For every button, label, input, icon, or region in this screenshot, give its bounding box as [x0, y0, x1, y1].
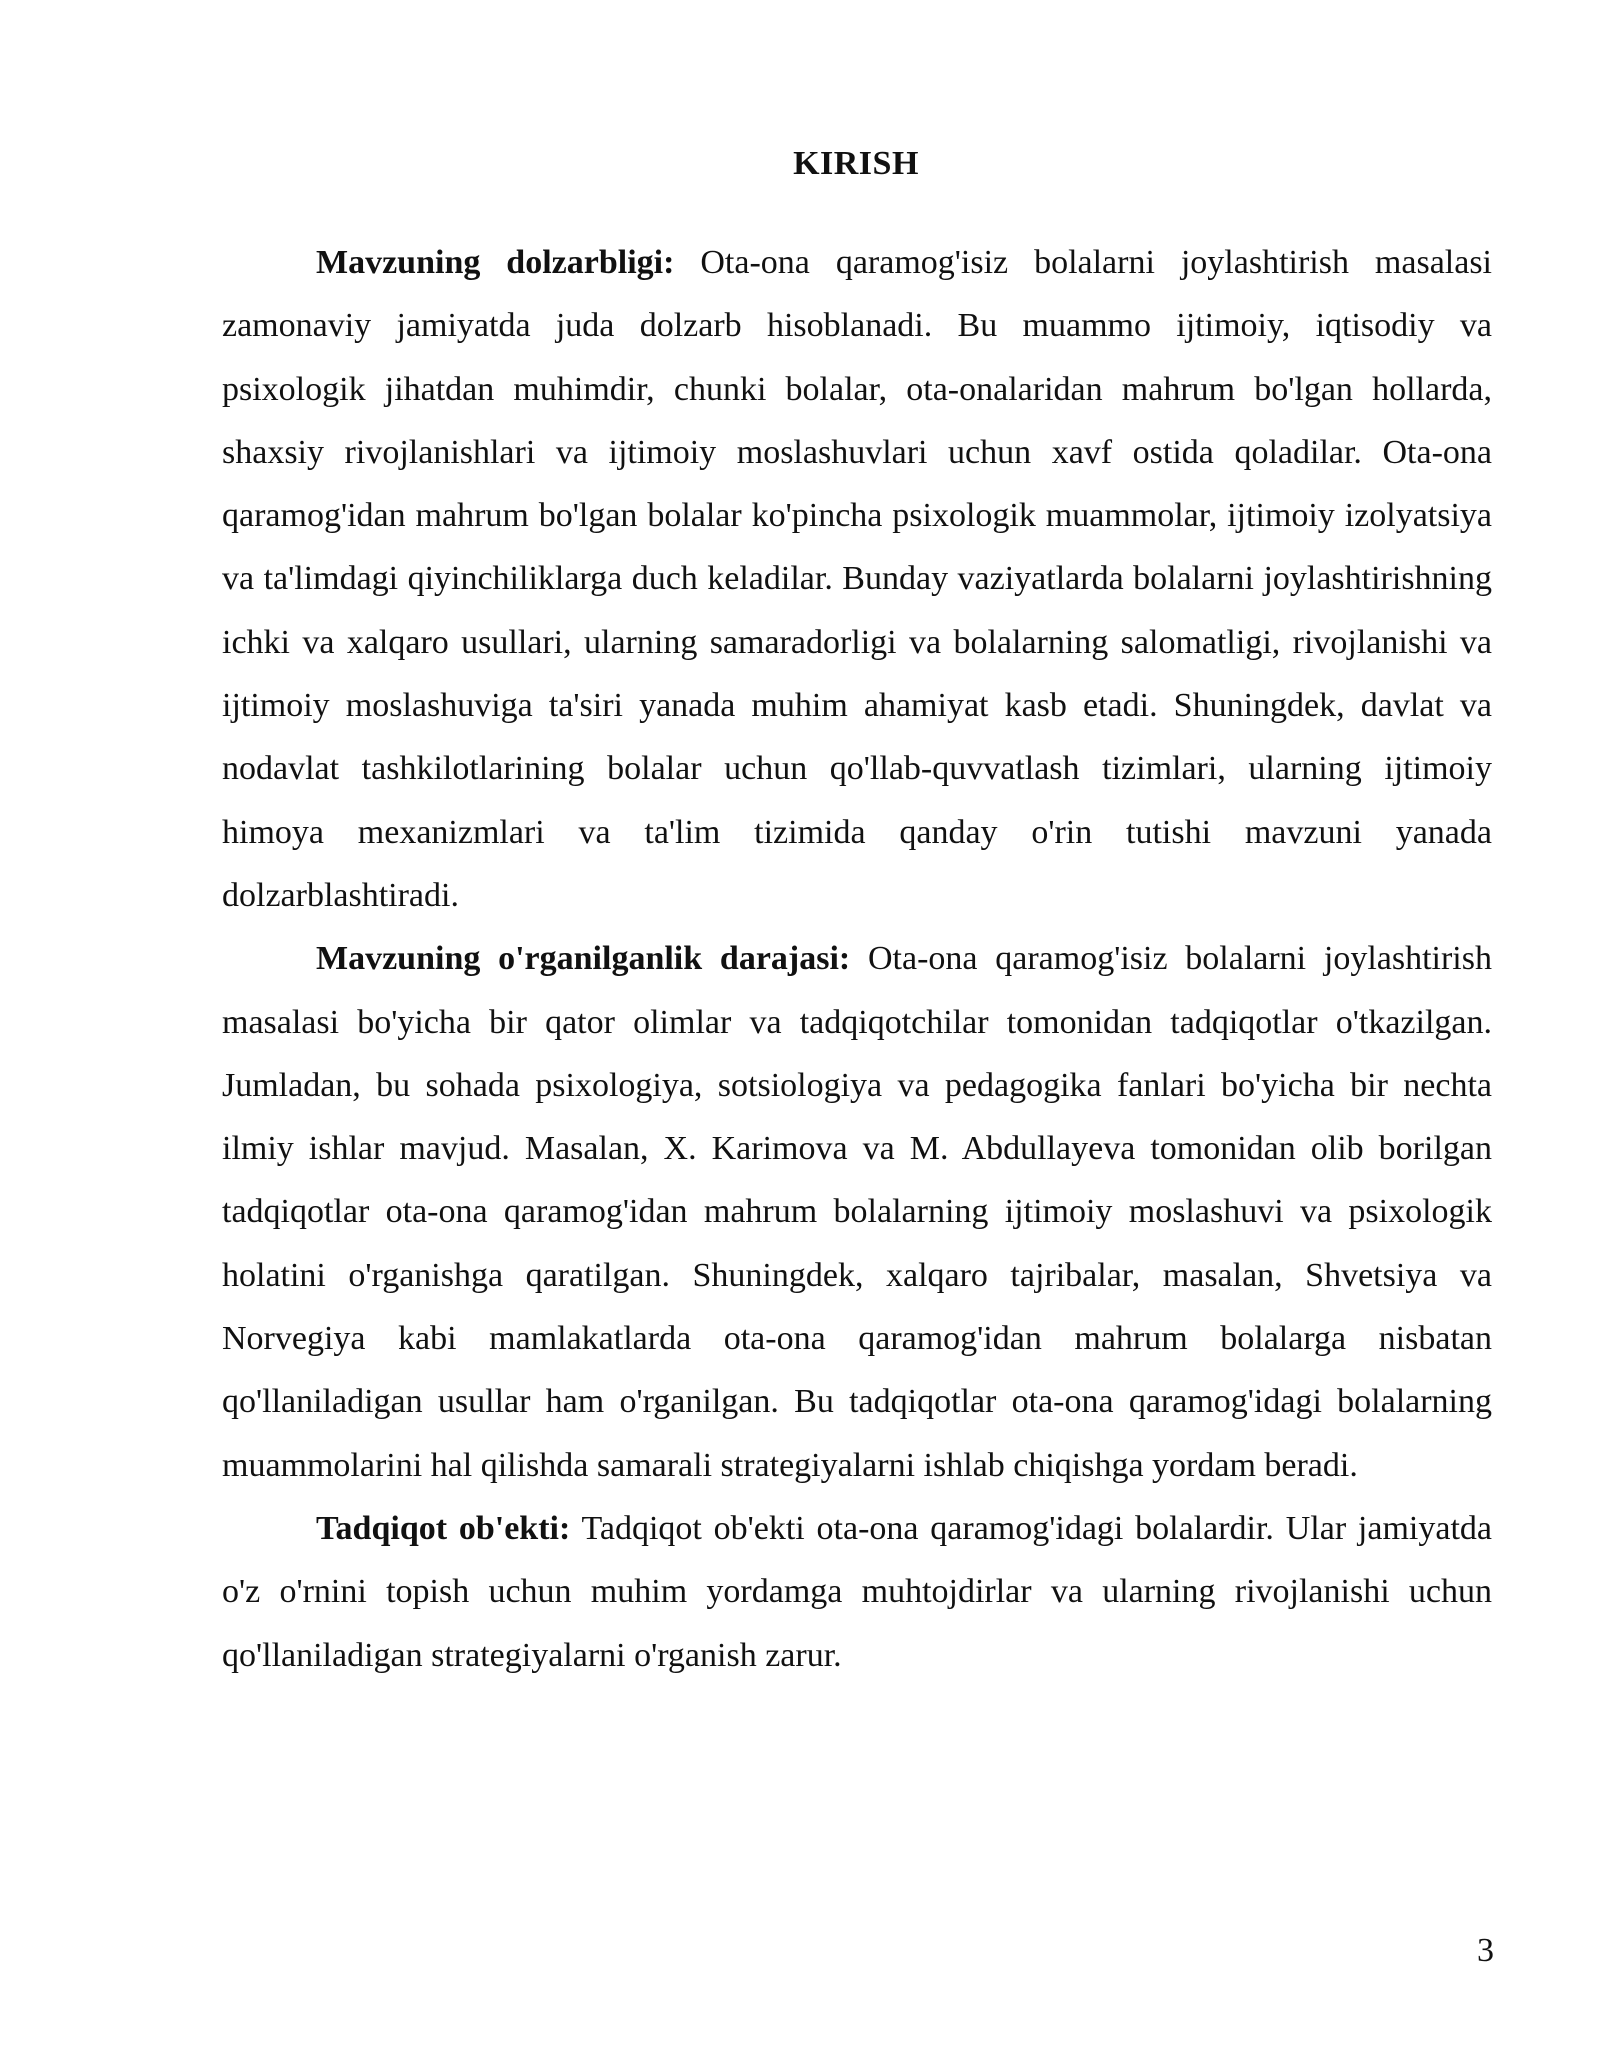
paragraph-text: Ota-ona qaramog'isiz bolalarni joylashtirish masalasi zamonaviy jamiyatda juda dolzarb hisoblanadi. Bu muammo ijtimoiy, iqtisodiy va psixologik jihatdan muhimdir, chunki bolalar, ota-onalaridan mahrum bo'lgan hollarda, shaxsiy rivojlanishlari va ijtimoiy moslashuvlari uchun xavf ostida qoladilar. Ota-ona qaramog'idan mahrum bo'lgan bolalar ko'pincha psixologik muammolar, ijtimoiy izolyatsiya va ta'limdagi qiyinchiliklarga duch keladilar. Bunday vaziyatlarda bolalarni joylashtirishning ichki va xalqaro usullari, ularning samaradorligi va bolalarning salomatligi, rivojlanishi va ijtimoiy moslashuviga ta'siri yanada muhim ahamiyat kasb etadi. Shuningdek, davlat va nodavlat tashkilotlarining bolalar uchun qo'llab-quvvatlash tizimlari, ularning ijtimoiy himoya mexanizmlari va ta'lim tizimida qanday o'rin tutishi mavzuni yanada dolzarblashtiradi. [222, 244, 1492, 914]
paragraph-lead: Mavzuning o'rganilganlik darajasi: [316, 940, 851, 978]
paragraph-lead: Tadqiqot ob'ekti: [316, 1509, 571, 1547]
document-body [222, 231, 1492, 1687]
paragraph-text: Tadqiqot ob'ekti ota-ona qaramog'idagi bolalardir. Ular jamiyatda o'z o'rnini topish uchun muhim yordamga muhtojdirlar va ularning rivojlanishi uchun qo'llaniladigan strategiyalarni o'rganish zarur. [222, 1509, 1492, 1674]
page-heading: KIRISH [793, 145, 919, 182]
paragraph-study-level [222, 927, 1492, 1497]
paragraph-lead: Mavzuning dolzarbligi: [316, 244, 675, 281]
paragraph-relevance [222, 231, 1492, 927]
paragraph-text: Ota-ona qaramog'isiz bolalarni joylashtirish masalasi bo'yicha bir qator olimlar va tadqiqotchilar tomonidan tadqiqotlar o'tkazilgan. Jumladan, bu sohada psixologiya, sotsiologiya va pedagogika fanlari bo'yicha bir nechta ilmiy ishlar mavjud. Masalan, X. Karimova va M. Abdullayeva tomonidan olib borilgan tadqiqotlar ota-ona qaramog'idan mahrum bolalarning ijtimoiy moslashuvi va psixologik holatini o'rganishga qaratilgan. Shuningdek, xalqaro tajribalar, masalan, Shvetsiya va Norvegiya kabi mamlakatlarda ota-ona qaramog'idan mahrum bolalarga nisbatan qo'llaniladigan usullar ham o'rganilgan. Bu tadqiqotlar ota-ona qaramog'idagi bolalarning muammolarini hal qilishda samarali strategiyalarni ishlab chiqishga yordam beradi. [222, 940, 1492, 1484]
paragraph-research-object [222, 1497, 1492, 1687]
page-number: 3 [1477, 1932, 1494, 1969]
